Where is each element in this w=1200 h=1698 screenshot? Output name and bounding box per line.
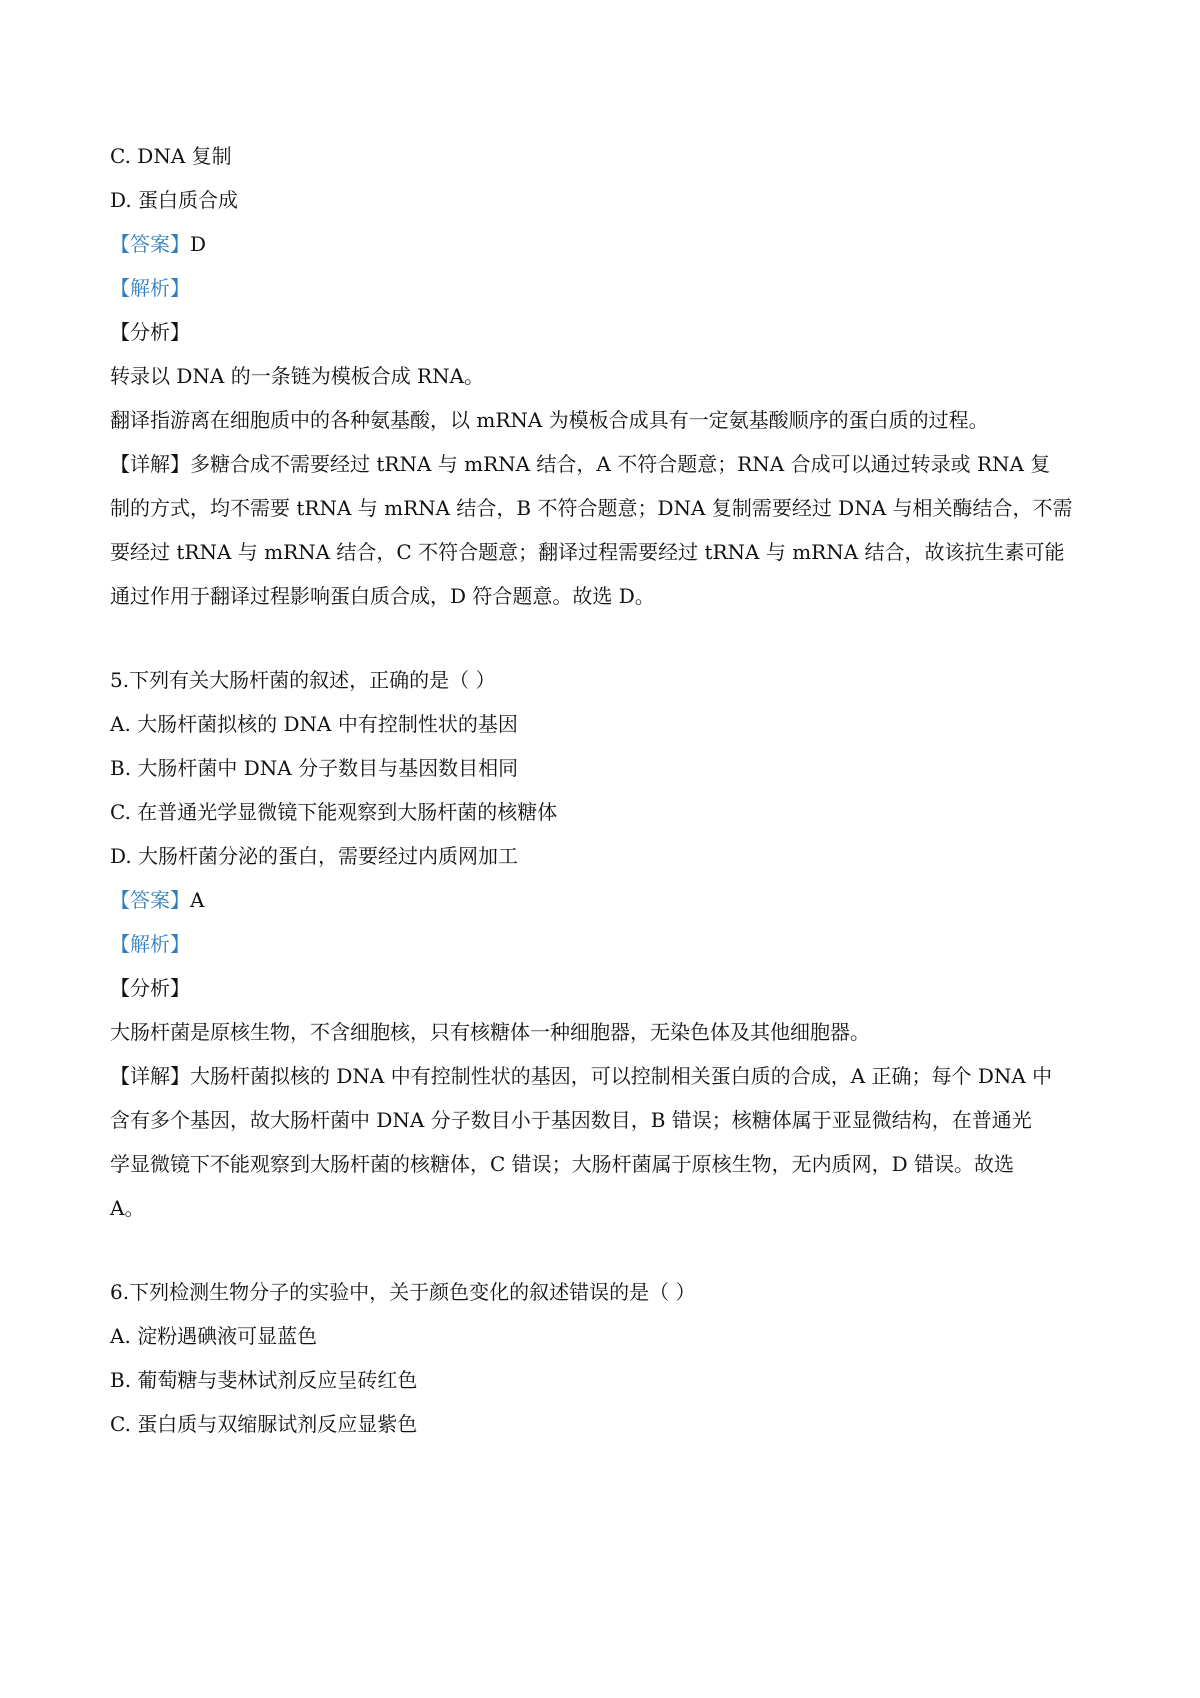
q4-fenxi-line-1: 转录以 DNA 的一条链为模板合成 RNA。 [110, 364, 485, 388]
q5-question: 5.下列有关大肠杆菌的叙述，正确的是（ ） [110, 668, 496, 692]
q5-option-c: C. 在普通光学显微镜下能观察到大肠杆菌的核糖体 [110, 800, 558, 824]
q6-option-a: A. 淀粉遇碘液可显蓝色 [110, 1324, 318, 1348]
q5-option-b: B. 大肠杆菌中 DNA 分子数目与基因数目相同 [110, 756, 519, 780]
q4-xiangjie-line-1: 【详解】多糖合成不需要经过 tRNA 与 mRNA 结合，A 不符合题意；RNA 合成可以通过转录或 RNA 复 [110, 452, 1051, 476]
q4-option-d: D. 蛋白质合成 [110, 188, 239, 212]
q4-answer [110, 230, 206, 258]
q4-xiangjie-line-4: 通过作用于翻译过程影响蛋白质合成，D 符合题意。故选 D。 [110, 584, 655, 608]
q5-fenxi-heading: 【分析】 [110, 976, 190, 1000]
q5-xiangjie-line-1: 【详解】大肠杆菌拟核的 DNA 中有控制性状的基因，可以控制相关蛋白质的合成，A 正确；每个 DNA 中 [110, 1064, 1053, 1088]
q5-answer-value: A [190, 888, 205, 912]
q4-jiexi-tag: 【解析】 [110, 276, 190, 300]
q5-xiangjie-line-3: 学显微镜下不能观察到大肠杆菌的核糖体，C 错误；大肠杆菌属于原核生物，无内质网，D 错误。故选 [110, 1152, 1015, 1176]
q5-fenxi-line-1: 大肠杆菌是原核生物，不含细胞核，只有核糖体一种细胞器，无染色体及其他细胞器。 [110, 1020, 870, 1044]
q6-option-c: C. 蛋白质与双缩脲试剂反应显紫色 [110, 1412, 418, 1436]
q5-answer [110, 886, 204, 914]
q5-jiexi-tag: 【解析】 [110, 932, 190, 956]
q4-fenxi-heading: 【分析】 [110, 320, 190, 344]
q5-xiangjie-line-2: 含有多个基因，故大肠杆菌中 DNA 分子数目小于基因数目，B 错误；核糖体属于亚显微结构，在普通光 [110, 1108, 1032, 1132]
q5-xiangjie-line-4: A。 [110, 1196, 145, 1220]
q4-xiangjie-line-2: 制的方式，均不需要 tRNA 与 mRNA 结合，B 不符合题意；DNA 复制需要经过 DNA 与相关酶结合，不需 [110, 496, 1073, 520]
q5-answer-tag: 【答案】 [110, 888, 190, 912]
q6-option-b: B. 葡萄糖与斐林试剂反应呈砖红色 [110, 1368, 418, 1392]
q4-answer-value: D [190, 232, 207, 256]
q4-answer-tag: 【答案】 [110, 232, 190, 256]
q5-option-a: A. 大肠杆菌拟核的 DNA 中有控制性状的基因 [110, 712, 518, 736]
q5-option-d: D. 大肠杆菌分泌的蛋白，需要经过内质网加工 [110, 844, 519, 868]
q6-question: 6.下列检测生物分子的实验中，关于颜色变化的叙述错误的是（ ） [110, 1280, 696, 1304]
q4-fenxi-line-2: 翻译指游离在细胞质中的各种氨基酸，以 mRNA 为模板合成具有一定氨基酸顺序的蛋白质的过程。 [110, 408, 989, 432]
q4-option-c: C. DNA 复制 [110, 144, 232, 168]
q4-xiangjie-line-3: 要经过 tRNA 与 mRNA 结合，C 不符合题意；翻译过程需要经过 tRNA 与 mRNA 结合，故该抗生素可能 [110, 540, 1065, 564]
